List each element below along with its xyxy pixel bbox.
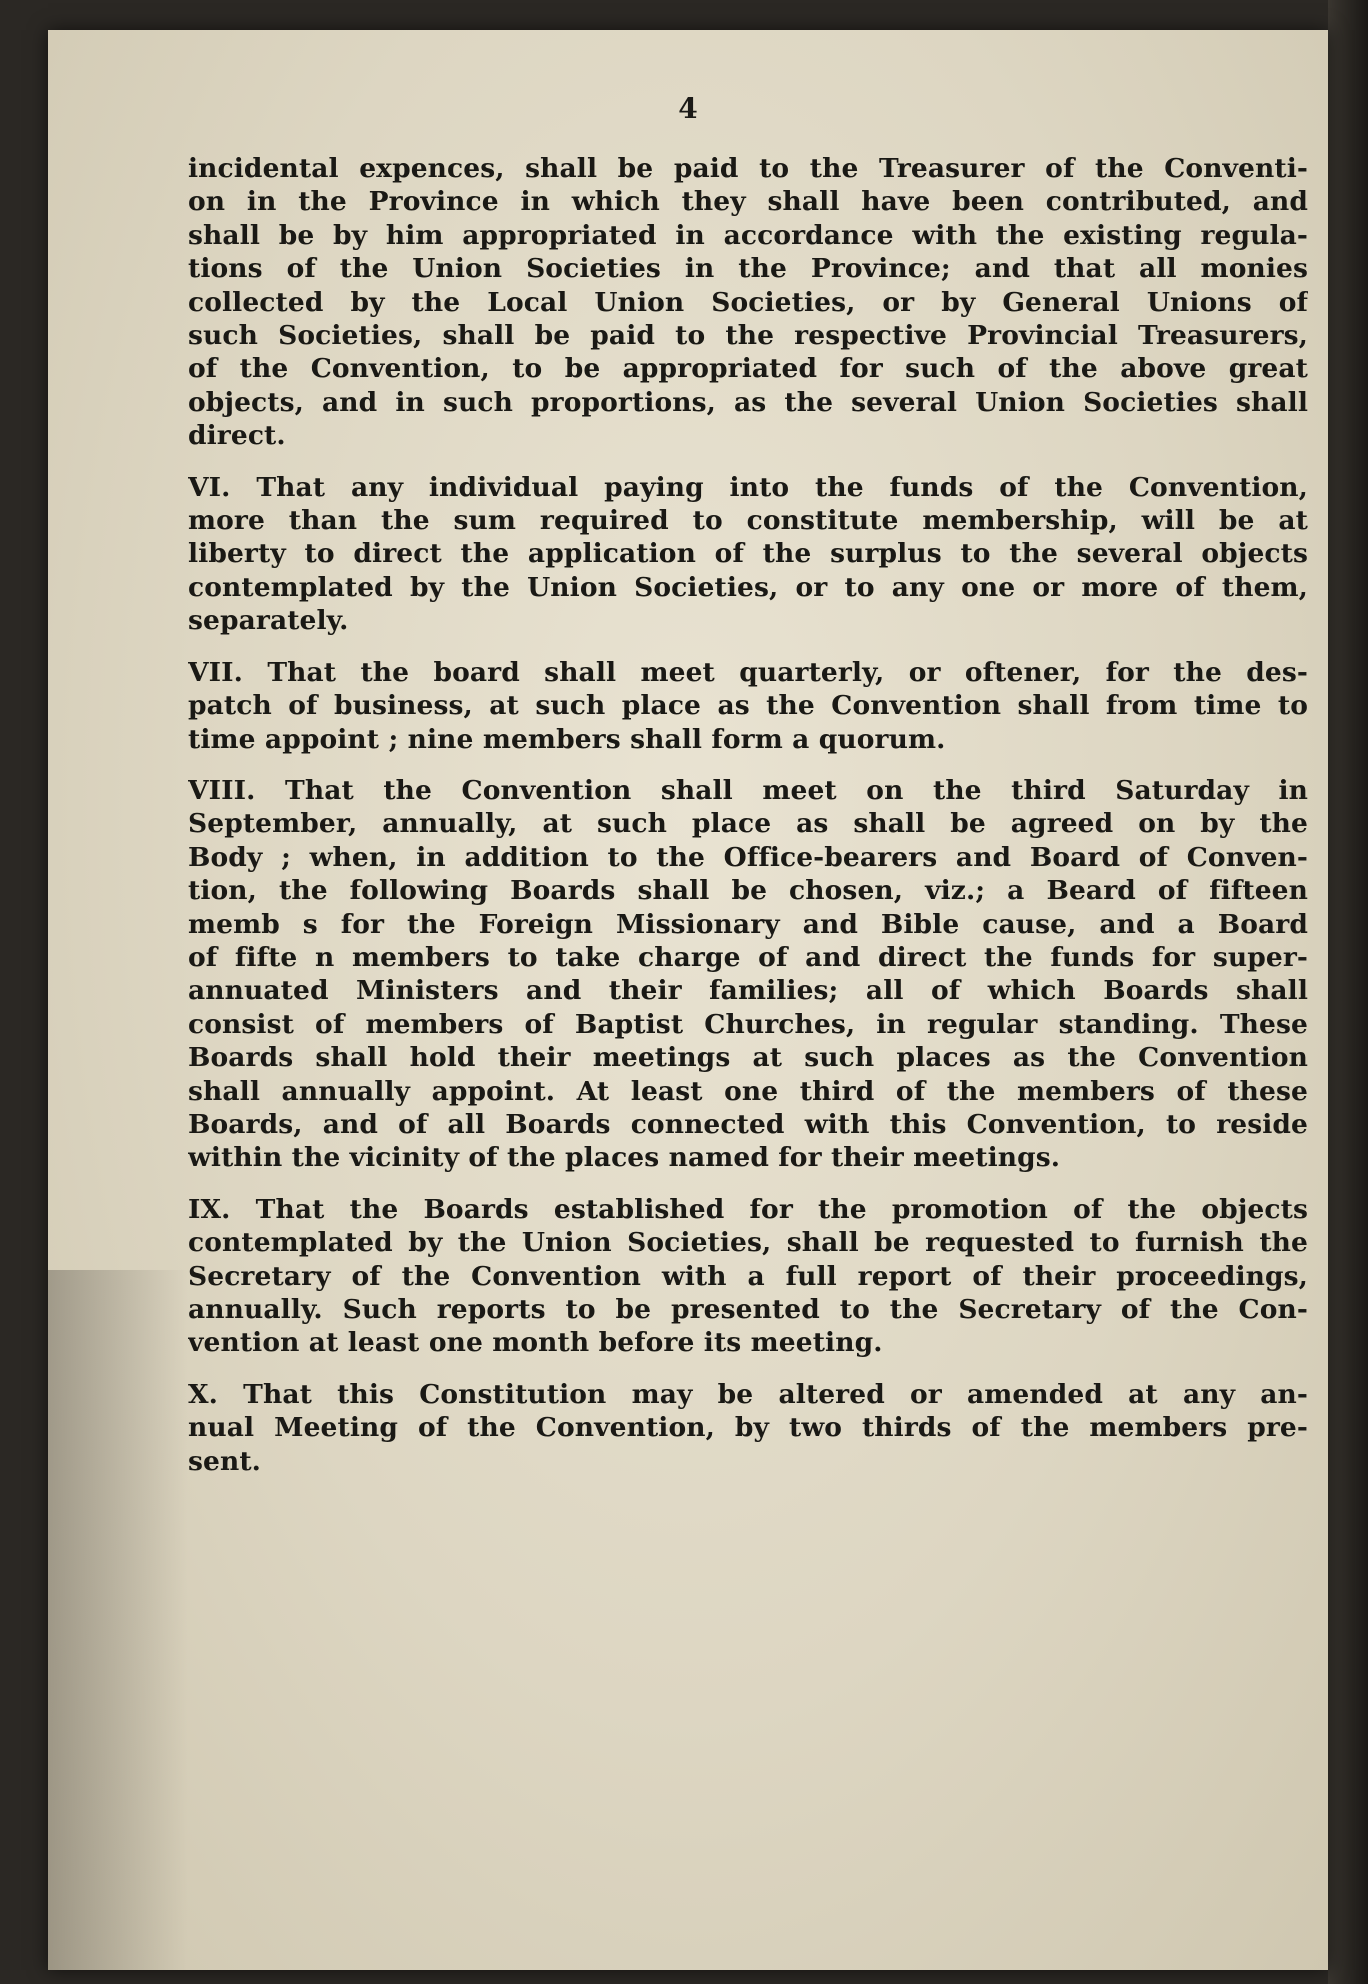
text-line: X. That this Constitution may be altered or amended at any an- — [188, 1378, 1308, 1410]
text-line: tion, the following Boards shall be chosen, viz.; a Beard of fifteen — [188, 875, 1308, 907]
text-line: sent. — [188, 1445, 262, 1477]
text-line: on in the Province in which they shall have been contributed, and — [188, 186, 1308, 218]
text-line: Secretary of the Convention with a full report of their proceedings, — [188, 1260, 1308, 1292]
text-line: memb s for the Foreign Missionary and Bible cause, and a Board — [188, 908, 1308, 940]
text-line: direct. — [188, 420, 286, 452]
text-line: Boards, and of all Boards connected with this Convention, to reside — [188, 1108, 1308, 1140]
text-line: time appoint ; nine members shall form a quorum. — [188, 723, 946, 755]
paragraph-article-vii — [188, 656, 1308, 756]
text-line: annually. Such reports to be presented to the Secretary of the Con- — [188, 1294, 1308, 1325]
text-line: consist of members of Baptist Churches, in regular standing. These — [188, 1008, 1308, 1040]
paragraph-article-v-continued — [188, 152, 1308, 453]
text-line: September, annually, at such place as shall be agreed on by the — [188, 808, 1308, 840]
paragraph-article-x — [188, 1378, 1308, 1478]
text-line: of fifte n members to take charge of and direct the funds for super- — [188, 941, 1308, 973]
text-line: vention at least one month before its meeting. — [188, 1327, 883, 1359]
text-line: tions of the Union Societies in the Province; and that all monies — [188, 253, 1308, 285]
text-line: separately. — [188, 605, 349, 637]
text-line: contemplated by the Union Societies, or to any one or more of them, — [188, 571, 1308, 603]
text-line: VIII. That the Convention shall meet on the third Saturday in — [188, 774, 1308, 806]
text-line: annuated Ministers and their families; all of which Boards shall — [188, 975, 1308, 1007]
text-line: contemplated by the Union Societies, shall be requested to furnish the — [188, 1227, 1308, 1259]
paragraph-article-ix — [188, 1193, 1308, 1360]
text-line: shall annually appoint. At least one third of the members of these — [188, 1075, 1308, 1107]
text-line: more than the sum required to constitute membership, will be at — [188, 505, 1308, 537]
text-line: shall be by him appropriated in accordance with the existing regula- — [188, 219, 1308, 251]
document-body — [188, 152, 1308, 1496]
scan-border — [1328, 0, 1368, 1984]
text-line: of the Convention, to be appropriated for such of the above great — [188, 353, 1308, 385]
page-number: 4 — [678, 92, 698, 125]
text-line: patch of business, at such place as the Convention shall from time to — [188, 690, 1308, 722]
document-page — [48, 30, 1328, 1970]
paragraph-article-vi — [188, 471, 1308, 638]
text-line: within the vicinity of the places named for their meetings. — [188, 1142, 1061, 1174]
text-line: such Societies, shall be paid to the respective Provincial Treasurers, — [188, 320, 1308, 352]
text-line: Boards shall hold their meetings at such places as the Convention — [188, 1042, 1308, 1074]
text-line: incidental expences, shall be paid to the Treasurer of the Conventi- — [188, 153, 1308, 184]
text-line: VII. That the board shall meet quarterly, or oftener, for the des- — [188, 656, 1308, 688]
text-line: IX. That the Boards established for the promotion of the objects — [188, 1193, 1308, 1225]
text-line: collected by the Local Union Societies, or by General Unions of — [188, 286, 1308, 318]
text-line: liberty to direct the application of the surplus to the several objects — [188, 538, 1308, 570]
text-line: VI. That any individual paying into the funds of the Convention, — [188, 471, 1308, 503]
text-line: Body ; when, in addition to the Office-bearers and Board of Conven- — [188, 841, 1308, 873]
torn-paper-edge — [48, 1270, 188, 1970]
paragraph-article-viii — [188, 774, 1308, 1175]
text-line: nual Meeting of the Convention, by two thirds of the members pre- — [188, 1412, 1308, 1444]
text-line: objects, and in such proportions, as the several Union Societies shall — [188, 386, 1308, 418]
